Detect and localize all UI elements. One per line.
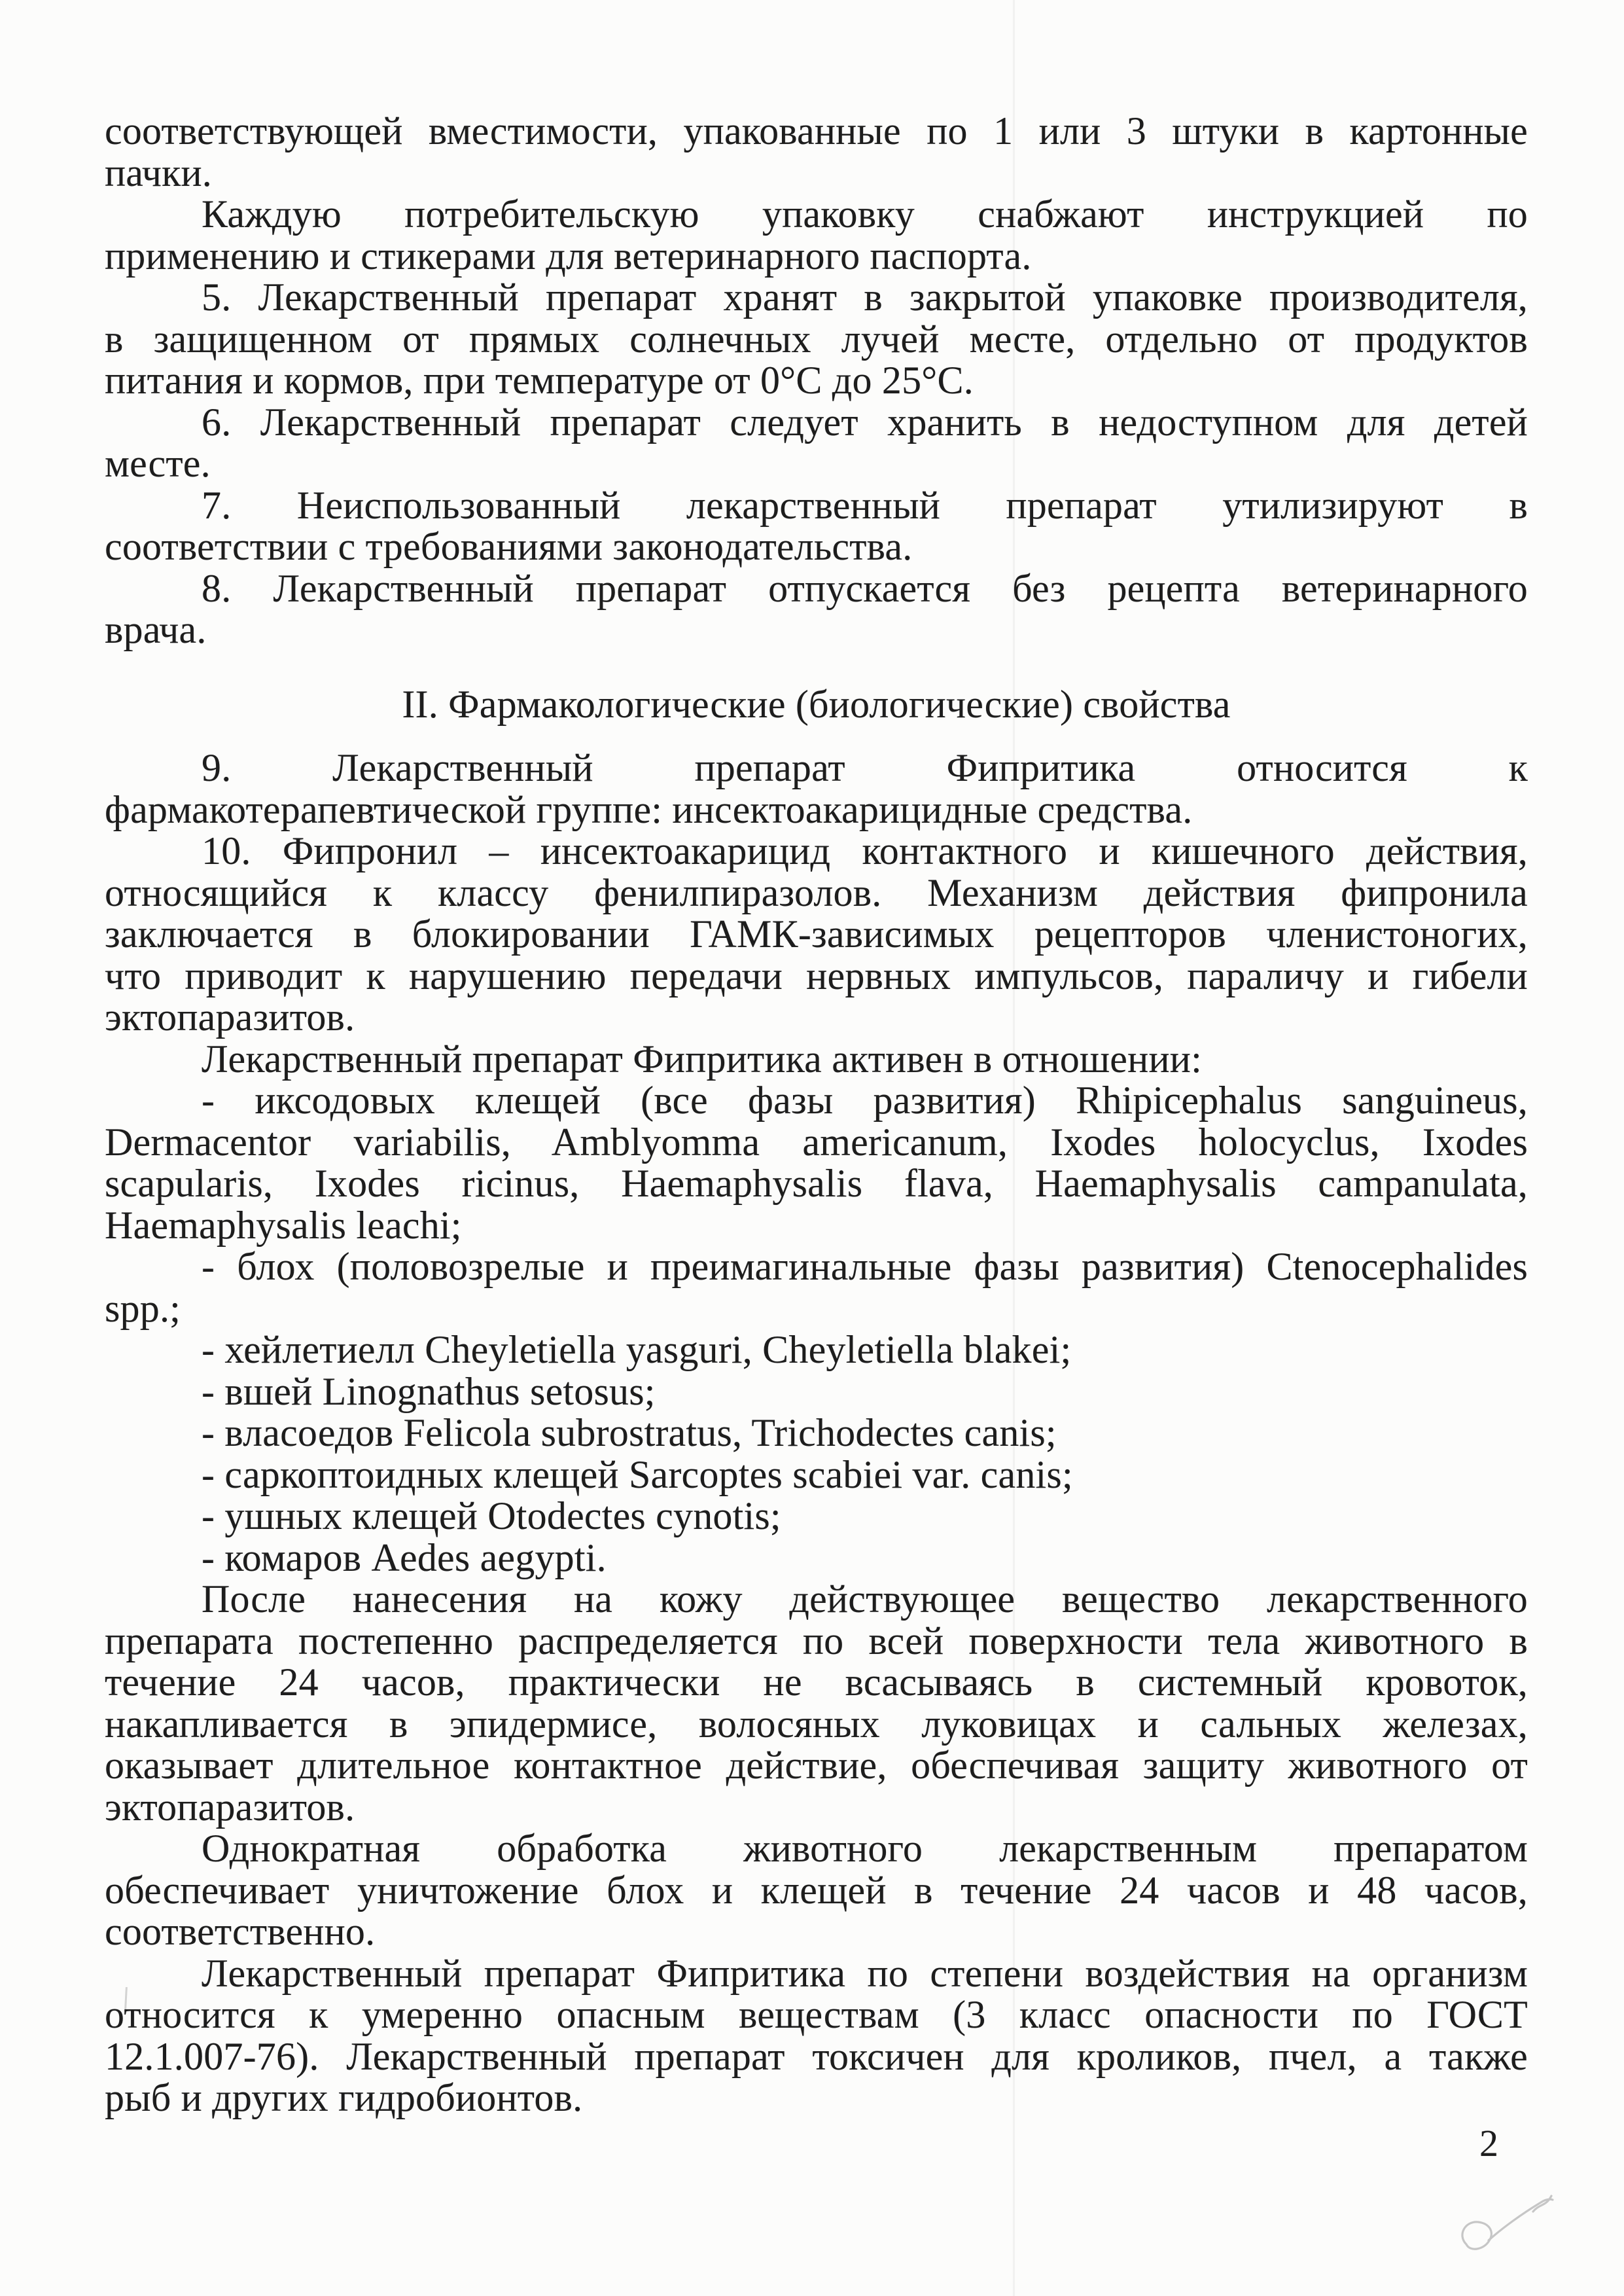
text-line: обеспечивает уничтожение блох и клещей в течение 24 часов и 48 часов, bbox=[105, 1868, 1528, 1912]
document-text bbox=[105, 111, 1528, 2119]
signature-mark bbox=[1456, 2189, 1561, 2265]
text-line: рыб и других гидробионтов. bbox=[105, 2076, 583, 2119]
text-line: После нанесения на кожу действующее вещество лекарственного bbox=[202, 1577, 1528, 1621]
text-line: 8. Лекарственный препарат отпускается без рецепта ветеринарного bbox=[202, 566, 1528, 610]
page-number: 2 bbox=[1479, 2122, 1498, 2164]
text-line: 10. Фипронил – инсектоакарицид контактного и кишечного действия, bbox=[202, 829, 1528, 872]
text-line: соответственно. bbox=[105, 1910, 376, 1953]
text-line: питания и кормов, при температуре от 0°С до 25°С. bbox=[105, 359, 974, 402]
text-line: - хейлетиелл Cheyletiella yasguri, Cheyletiella blakei; bbox=[202, 1328, 1072, 1371]
text-line: spp.; bbox=[105, 1286, 181, 1330]
text-line: scapularis, Ixodes ricinus, Haemaphysalis flava, Haemaphysalis campanulata, bbox=[105, 1162, 1528, 1205]
text-line: заключается в блокировании ГАМК-зависимых рецепторов членистоногих, bbox=[105, 912, 1528, 956]
text-line: Каждую потребительскую упаковку снабжают инструкцией по bbox=[202, 192, 1528, 236]
text-line: применению и стикерами для ветеринарного паспорта. bbox=[105, 234, 1032, 278]
text-line: в защищенном от прямых солнечных лучей месте, отдельно от продуктов bbox=[105, 317, 1528, 361]
text-line: относится к умеренно опасным веществам (3 класс опасности по ГОСТ bbox=[105, 1993, 1528, 2036]
text-line: накапливается в эпидермисе, волосяных луковицах и сальных железах, bbox=[105, 1702, 1528, 1746]
section-heading: II. Фармакологические (биологические) свойства bbox=[402, 682, 1231, 726]
text-line: 5. Лекарственный препарат хранят в закрытой упаковке производителя, bbox=[202, 276, 1528, 319]
text-line: Dermacentor variabilis, Amblyomma americanum, Ixodes holocyclus, Ixodes bbox=[105, 1120, 1528, 1164]
text-line: эктопаразитов. bbox=[105, 996, 355, 1039]
text-line: эктопаразитов. bbox=[105, 1785, 355, 1829]
text-line: Лекарственный препарат Фипритика активен в отношении: bbox=[202, 1037, 1202, 1081]
text-line: соответствующей вместимости, упакованные по 1 или 3 штуки в картонные bbox=[105, 109, 1528, 152]
text-line: - блох (половозрелые и преимагинальные фазы развития) Ctenocephalides bbox=[202, 1245, 1528, 1288]
text-line: течение 24 часов, практически не всасываясь в системный кровоток, bbox=[105, 1660, 1528, 1704]
text-line: - комаров Aedes aegypti. bbox=[202, 1535, 607, 1579]
text-line: 6. Лекарственный препарат следует хранить в недоступном для детей bbox=[202, 400, 1528, 444]
text-line: Однократная обработка животного лекарственным препаратом bbox=[202, 1827, 1528, 1870]
text-line: - власоедов Felicola subrostratus, Trichodectes canis; bbox=[202, 1411, 1057, 1454]
text-line: - ушных клещей Otodectes cynotis; bbox=[202, 1494, 781, 1537]
text-line: что приводит к нарушению передачи нервных импульсов, параличу и гибели bbox=[105, 954, 1528, 997]
text-line: оказывает длительное контактное действие, обеспечивая защиту животного от bbox=[105, 1744, 1528, 1787]
text-line: пачки. bbox=[105, 151, 212, 194]
text-line: относящийся к классу фенилпиразолов. Механизм действия фипронила bbox=[105, 870, 1528, 914]
text-line: соответствии с требованиями законодательства. bbox=[105, 525, 913, 568]
text-line: - вшей Linognathus setosus; bbox=[202, 1369, 656, 1413]
text-line: врача. bbox=[105, 608, 207, 651]
text-line: Лекарственный препарат Фипритика по степени воздействия на организм bbox=[202, 1951, 1528, 1995]
text-line: препарата постепенно распределяется по всей поверхности тела животного в bbox=[105, 1619, 1528, 1662]
text-line: фармакотерапевтической группе: инсектоакарицидные средства. bbox=[105, 787, 1193, 831]
text-line: - иксодовых клещей (все фазы развития) Rhipicephalus sanguineus, bbox=[202, 1079, 1528, 1122]
text-line: 12.1.007-76). Лекарственный препарат токсичен для кроликов, пчел, а также bbox=[105, 2034, 1528, 2078]
text-line: месте. bbox=[105, 442, 211, 485]
text-line: 9. Лекарственный препарат Фипритика относится к bbox=[202, 746, 1528, 789]
text-line: - саркоптоидных клещей Sarcoptes scabiei var. canis; bbox=[202, 1452, 1073, 1496]
text-line: Haemaphysalis leachi; bbox=[105, 1203, 462, 1247]
text-line: 7. Неиспользованный лекарственный препарат утилизируют в bbox=[202, 483, 1528, 527]
